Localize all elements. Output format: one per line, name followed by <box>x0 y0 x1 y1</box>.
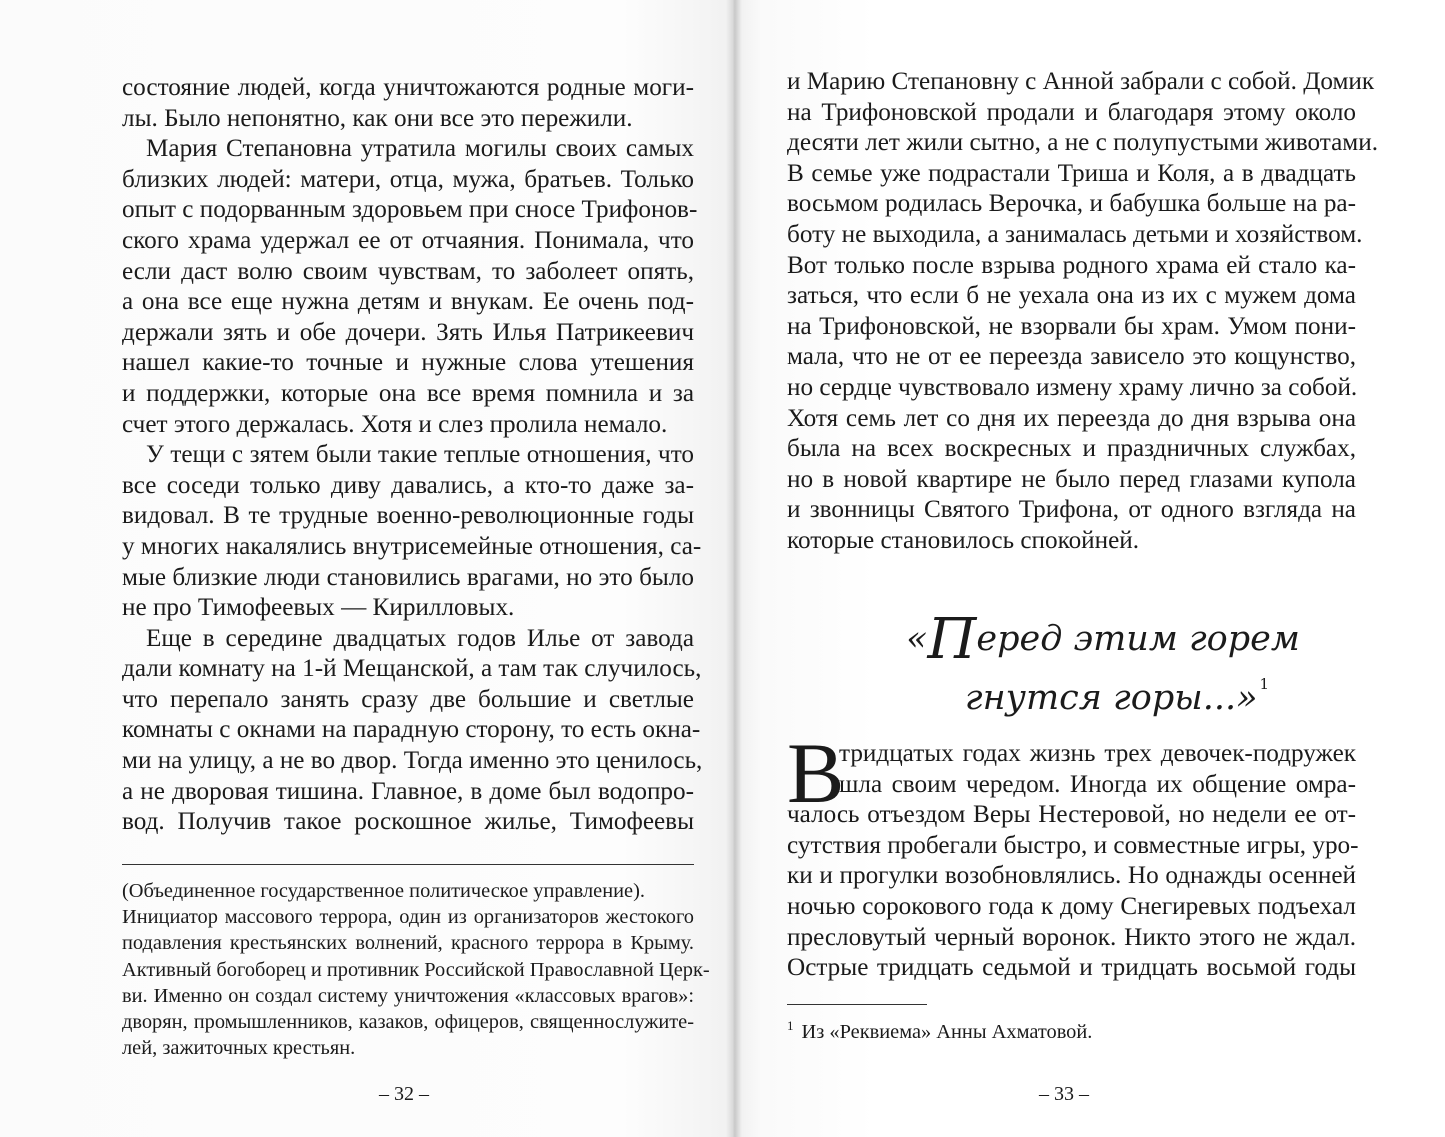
text-line: состояние людей, когда уничтожаются родные моги- <box>122 74 694 101</box>
close-quote: » <box>1236 678 1258 718</box>
footnote-line: лей, зажиточных крестьян. <box>122 1037 356 1060</box>
text-line: держали зять и обе дочери. Зять Илья Патрикеевич <box>122 318 694 346</box>
footnote-text: Из «Реквиема» Анны Ахматовой. <box>801 1021 1093 1043</box>
chapter-heading <box>893 607 1313 720</box>
text-line: и Марию Степановну с Анной забрали с собой. Домик <box>787 68 1375 95</box>
chapter-heading-line-1 <box>893 607 1313 672</box>
footnote-line: подавления крестьянских волнений, красного террора в Крыму. <box>122 932 694 955</box>
text-line: ского храма удержал ее от отчаяния. Понимала, что <box>122 226 694 254</box>
footnote-divider <box>122 864 694 865</box>
footnote-divider <box>787 1004 927 1005</box>
text-line: ки и прогулки возобновлялись. Но однажды осенней <box>787 862 1356 890</box>
text-line: и поддержки, которые она все время помнила и за <box>122 379 694 407</box>
text-line: а она все еще нужна детям и внукам. Ее очень под- <box>122 288 694 316</box>
text-line: В семье уже подрастали Триша и Коля, а в двадцать <box>787 159 1356 187</box>
text-line: видовал. В те трудные военно-революционные годы <box>122 502 694 530</box>
text-line: сутствия пробегали быстро, и совместные игры, уро- <box>787 831 1359 859</box>
text-line: пресловутый черный воронок. Никто этого не ждал. <box>787 923 1356 951</box>
text-line: комнаты с окнами на парадную сторону, то есть окна- <box>122 716 701 744</box>
text-line: тридцатых годах жизнь трех девочек-подружек <box>839 740 1356 767</box>
text-line: счет этого держалась. Хотя и слез пролила немало. <box>122 410 668 438</box>
heading-line-1-text: еред этим горем <box>976 619 1300 659</box>
text-line: на Трифоновской продали и благодаря этому около <box>787 98 1356 126</box>
right-page <box>733 0 1445 1137</box>
text-line: Хотя семь лет со дня их переезда до дня взрыва она <box>787 404 1356 432</box>
text-line: не про Тимофеевых — Кирилловых. <box>122 594 515 622</box>
left-body-text <box>122 73 703 838</box>
text-line: мала, что не от ее переезда зависело это кощунство, <box>787 343 1356 371</box>
text-line: у многих накалялись внутрисемейные отношения, са- <box>122 532 702 560</box>
text-line: чалось отъездом Веры Нестеровой, но недели ее от- <box>787 801 1356 829</box>
text-line: Вот только после взрыва родного храма ей стало ка- <box>787 251 1356 279</box>
footnote-line <box>787 1013 1356 1045</box>
right-body-text <box>787 67 1379 557</box>
text-line: восьмом родилась Верочка, и бабушка больше на ра- <box>787 190 1356 218</box>
drop-cap: В <box>787 725 845 821</box>
text-line: нашел какие-то точные и нужные слова утешения <box>122 349 694 377</box>
right-footnote <box>787 1013 1356 1045</box>
text-line: ночью сорокового года к дому Снегиревых подъехал <box>787 892 1356 920</box>
text-line: заться, что если б не уехала она из их с мужем дома <box>787 282 1356 310</box>
text-line: У тещи с зятем были такие теплые отношения, что <box>146 441 694 469</box>
footnote-line: ви. Именно он создал систему уничтожения «классовых врагов»: <box>122 984 694 1007</box>
text-line: дали комнату на 1-й Мещанской, а там так случилось, <box>122 655 702 683</box>
text-line: шла своим чередом. Иногда их общение омра- <box>839 770 1356 798</box>
text-line: но в новой квартире не было перед глазами купола <box>787 465 1356 493</box>
book-gutter <box>726 0 742 1137</box>
text-line: боту не выходила, а занималась детьми и хозяйством. <box>787 220 1363 248</box>
text-line: все соседи только диву давались, а кто-то даже за- <box>122 471 694 499</box>
text-line: опыт с подорванным здоровьем при сносе Трифонов- <box>122 196 698 224</box>
section-body-text <box>787 739 1359 984</box>
text-line: но сердце чувствовало измену храму лично за собой. <box>787 373 1358 401</box>
text-line: Мария Степановна утратила могилы своих самых <box>146 135 694 163</box>
text-line: что перепало занять сразу две большие и светлые <box>122 685 694 713</box>
footnote-line: Инициатор массового террора, один из организаторов жестокого <box>122 906 694 929</box>
text-line: ми на улицу, а не во двор. Тогда именно это ценилось, <box>122 747 703 775</box>
text-line: если даст волю своим чувствам, то заболеет опять, <box>122 257 694 285</box>
open-quote: « <box>906 619 928 659</box>
heading-line-2-text: гнутся горы... <box>964 678 1237 718</box>
heading-capital: П <box>927 607 977 672</box>
text-line: на Трифоновской, не взорвали бы храм. Умом пони- <box>787 312 1356 340</box>
footnote-line: дворян, промышленников, казаков, офицеров, священнослужите- <box>122 1011 694 1034</box>
footnote-line: Активный богоборец и противник Российской Православной Церк- <box>122 958 710 981</box>
text-line: Еще в середине двадцатых годов Илье от завода <box>146 624 694 652</box>
text-line: мые близкие люди становились врагами, но это было <box>122 563 694 591</box>
text-line: вод. Получив такое роскошное жилье, Тимофеевы <box>122 808 694 836</box>
text-line: а не дворовая тишина. Главное, в доме был водопро- <box>122 777 694 805</box>
text-line: лы. Было непонятно, как они все это пережили. <box>122 104 633 132</box>
page-number: – 32 – <box>379 1083 429 1105</box>
text-line: которые становилось спокойней. <box>787 526 1140 554</box>
text-line: близких людей: матери, отца, мужа, братьев. Только <box>122 165 694 193</box>
text-line: десяти лет жили сытно, а не с полупустыми животами. <box>787 129 1379 157</box>
footnote-marker: 1 <box>1259 675 1270 693</box>
page-number: – 33 – <box>1039 1083 1089 1105</box>
text-line: была на всех воскресных и праздничных службах, <box>787 435 1356 463</box>
text-line: и звонницы Святого Трифона, от одного взгляда на <box>787 496 1356 524</box>
text-line: Острые тридцать седьмой и тридцать восьмой годы <box>787 954 1356 982</box>
footnote-line: (Объединенное государственное политическое управление). <box>122 880 645 902</box>
left-footnote <box>122 878 710 1061</box>
footnote-number: 1 <box>787 1018 794 1033</box>
